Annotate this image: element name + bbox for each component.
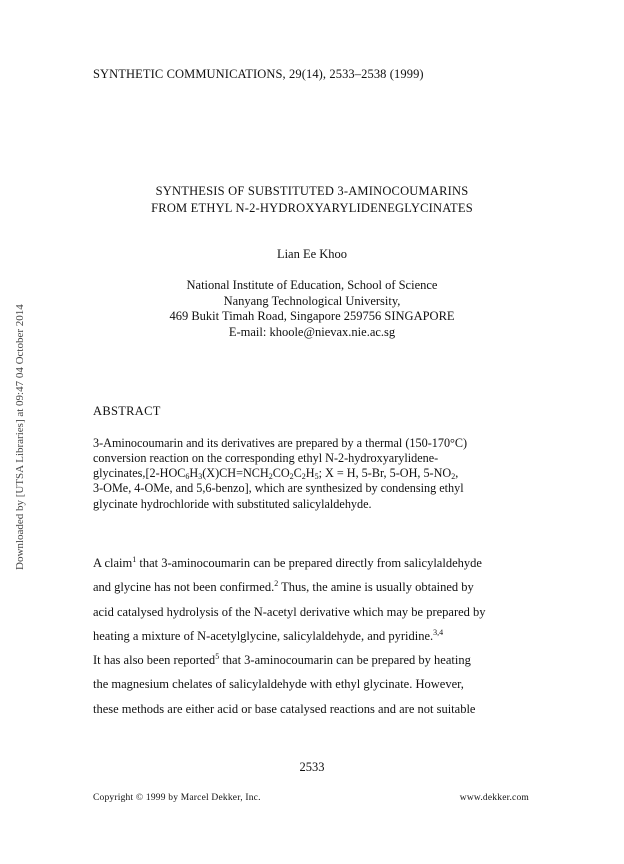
affiliation-email: E-mail: khoole@nievax.nie.ac.sg (228, 325, 396, 339)
abstract-line-2: conversion reaction on the corresponding ethyl N-2-hydroxyarylidene- (93, 451, 439, 465)
body-line-5: It has also been reported$^5$ that 3-aminocoumarin can be prepared by heating (93, 652, 471, 667)
article-title-line-2: FROM ETHYL N-2-HYDROXYARYLIDENEGLYCINATES (151, 201, 473, 215)
abstract-line-3: $glycinates,[2-HOC_6H_3(X)CH=NCH_2CO_2C_2H_5$; X = H, 5-Br, 5-OH, $5-NO_2$, (93, 466, 459, 481)
abstract-line-5: glycinate hydrochloride with substituted salicylaldehyde. (93, 497, 372, 511)
affiliation-line-1: National Institute of Education, School of Science (186, 278, 438, 292)
affiliation-line-2: Nanyang Technological University, (223, 294, 401, 308)
page-number: 2533 (299, 760, 325, 774)
author-name: Lian Ee Khoo (276, 247, 348, 261)
footnote-ref-2[interactable]: 2 (274, 579, 279, 588)
copyright-notice: Copyright © 1999 by Marcel Dekker, Inc. (93, 793, 261, 803)
body-line-6: the magnesium chelates of salicylaldehyde with ethyl glycinate. However, (93, 677, 464, 691)
body-line-3: acid catalysed hydrolysis of the N-acetyl derivative which may be prepared by (93, 605, 486, 619)
footnote-ref-5[interactable]: 5 (215, 652, 220, 661)
journal-header: SYNTHETIC COMMUNICATIONS, 29(14), 2533–2538 (1999) (93, 67, 424, 81)
body-line-1: A claim$^1$ that 3-aminocoumarin can be prepared directly from salicylaldehyde (93, 555, 482, 570)
footnote-ref-3-4[interactable]: 3,4 (433, 628, 444, 637)
body-line-7: these methods are either acid or base catalysed reactions and are not suitable (93, 702, 476, 716)
affiliation-line-3: 469 Bukit Timah Road, Singapore 259756 SINGAPORE (169, 309, 455, 323)
abstract-line-4: 3-OMe, 4-OMe, and 5,6-benzo], which are synthesized by condensing ethyl (93, 481, 464, 495)
body-line-2: and glycine has not been confirmed.$^2$ Thus, the amine is usually obtained by (93, 579, 474, 594)
footnote-ref-1[interactable]: 1 (132, 555, 137, 564)
download-watermark: Downloaded by [UTSA Libraries] at 09:47 04 October 2014 (14, 304, 26, 570)
abstract-heading: ABSTRACT (93, 404, 161, 418)
body-line-4: heating a mixture of N-acetylglycine, salicylaldehyde, and pyridine.$^{3,4}$ (93, 628, 444, 643)
publisher-website-link[interactable]: www.dekker.com (459, 793, 529, 803)
abstract-line-1: 3-Aminocoumarin and its derivatives are prepared by a thermal (150-170°C) (93, 436, 468, 450)
article-title-line-1: SYNTHESIS OF SUBSTITUTED 3-AMINOCOUMARINS (155, 184, 469, 198)
